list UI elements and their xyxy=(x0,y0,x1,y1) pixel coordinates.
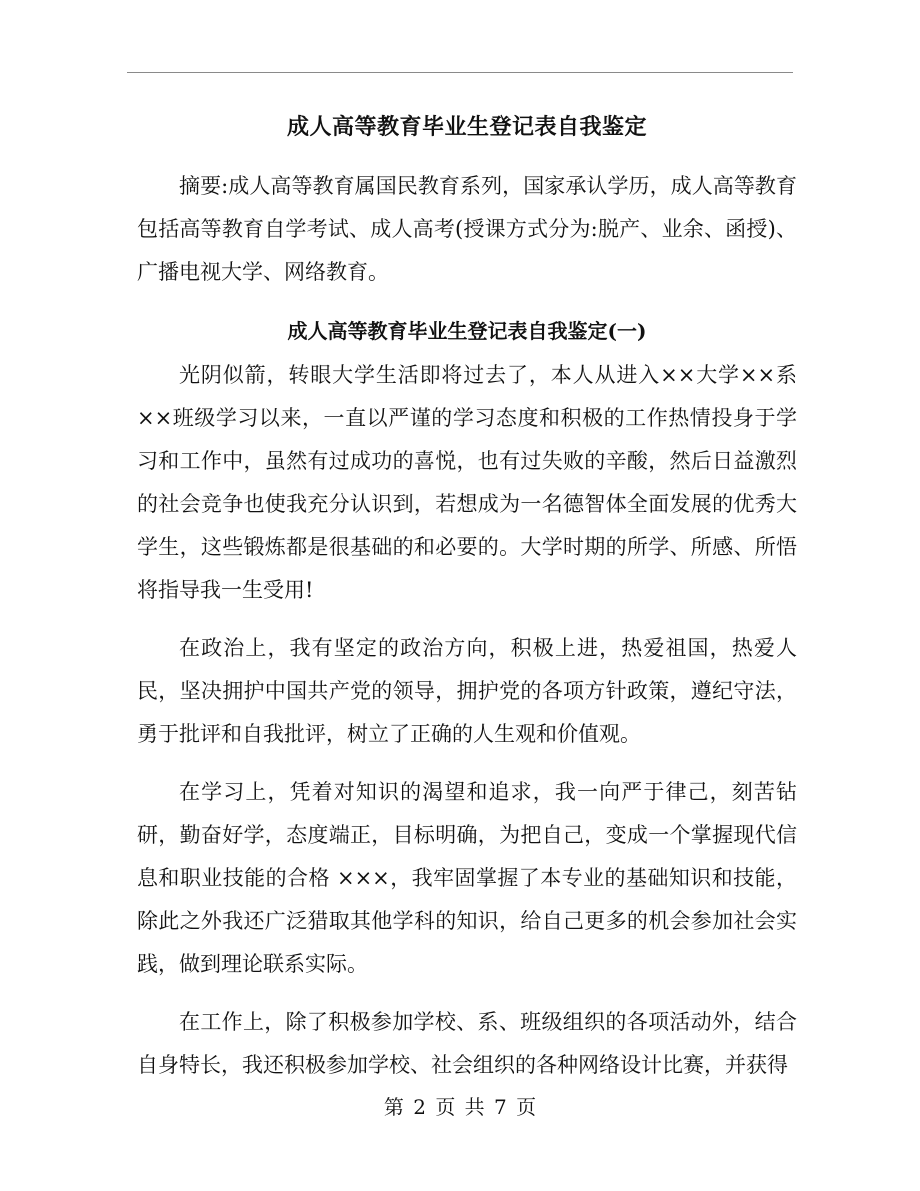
page-number-footer: 第 2 页 共 7 页 xyxy=(383,1095,537,1119)
document-body xyxy=(137,103,797,1087)
body-paragraph-4: 在工作上，除了积极参加学校、系、班级组织的各项活动外，结合自身特长，我还积极参加学校、社会组织的各种网络设计比赛，并获得 xyxy=(137,1010,797,1077)
section-title: 成人高等教育毕业生登记表自我鉴定(一) xyxy=(287,319,647,343)
abstract-paragraph: 摘要:成人高等教育属国民教育系列，国家承认学历，成人高等教育包括高等教育自学考试、成人高考(授课方式分为:脱产、业余、函授)、广播电视大学、网络教育。 xyxy=(137,174,797,284)
header-divider xyxy=(127,72,793,73)
document-title: 成人高等教育毕业生登记表自我鉴定 xyxy=(286,114,647,140)
body-paragraph-2: 在政治上，我有坚定的政治方向，积极上进，热爱祖国，热爱人民，坚决拥护中国共产党的领导，拥护党的各项方针政策，遵纪守法，勇于批评和自我批评，树立了正确的人生观和价值观。 xyxy=(137,636,797,746)
body-paragraph-3: 在学习上，凭着对知识的渴望和追求，我一向严于律己，刻苦钻研，勤奋好学，态度端正，目标明确，为把自己，变成一个掌握现代信息和职业技能的合格 ×××，我牢固掌握了本专业的基础知识和技能，除此之外我还广泛猎取其他学科的知识，给自己更多的机会参加社会实践，做到理论联系实际。 xyxy=(137,780,797,976)
body-paragraph-1: 光阴似箭，转眼大学生活即将过去了，本人从进入××大学××系××班级学习以来，一直以严谨的学习态度和积极的工作热情投身于学习和工作中，虽然有过成功的喜悦，也有过失败的辛酸，然后日益激烈的社会竞争也使我充分认识到，若想成为一名德智体全面发展的优秀大学生，这些锻炼都是很基础的和必要的。大学时期的所学、所感、所悟将指导我一生受用! xyxy=(137,363,797,602)
